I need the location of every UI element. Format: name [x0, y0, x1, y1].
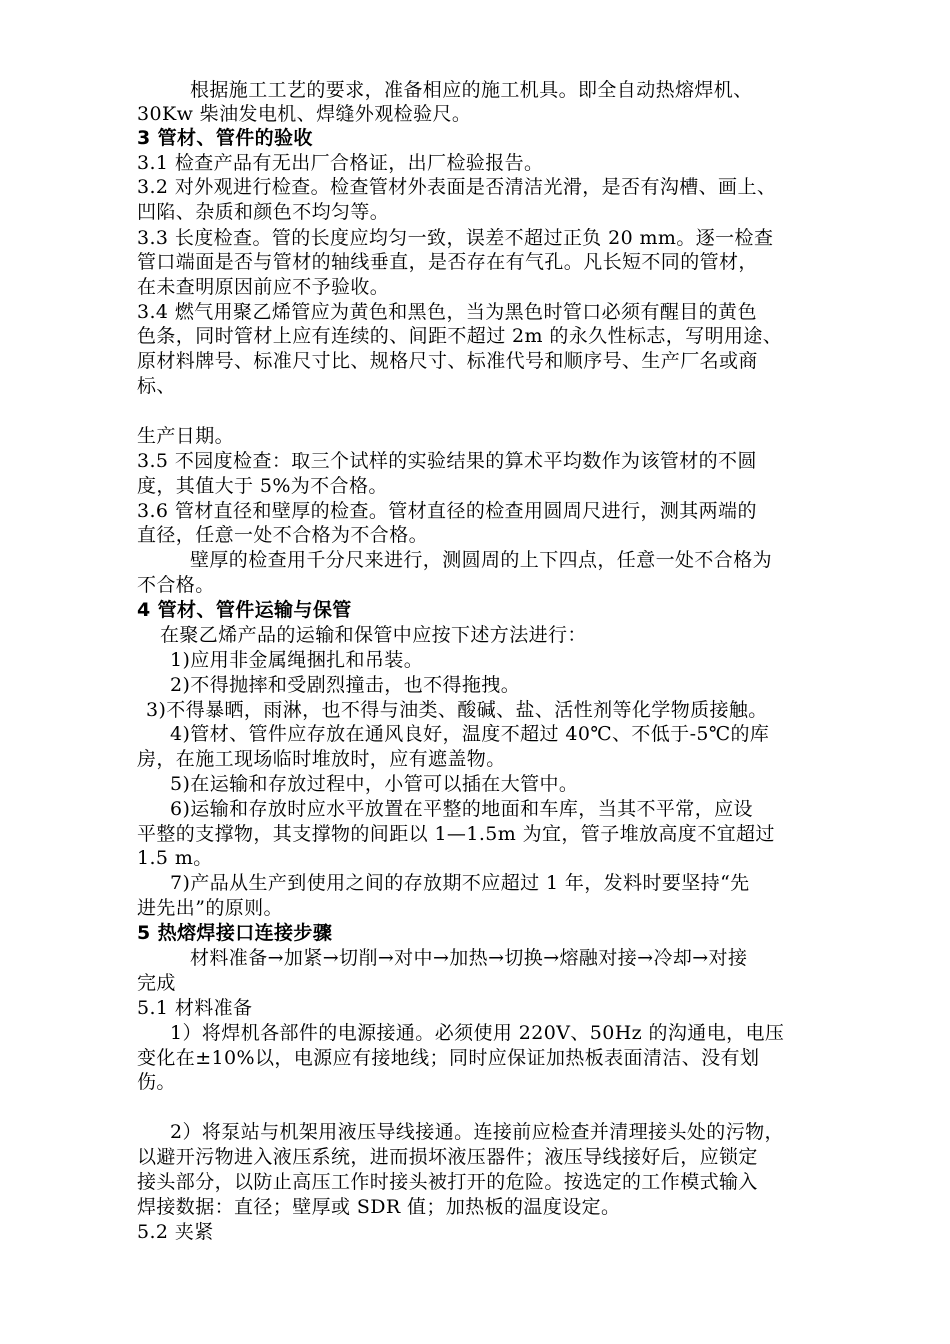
- paragraph-line: 管口端面是否与管材的轴线垂直，是否存在有气孔。凡长短不同的管材，: [137, 251, 758, 273]
- paragraph-line: 焊接数据：直径；壁厚或 SDR 值；加热板的温度设定。: [137, 1196, 621, 1218]
- paragraph-line: 不合格。: [137, 574, 215, 596]
- list-item: 5)在运输和存放过程中，小管可以插在大管中。: [170, 773, 579, 795]
- paragraph-line: 原材料牌号、标准尺寸比、规格尺寸、标准代号和顺序号、生产厂名或商: [137, 350, 758, 372]
- paragraph-line: 接头部分，以防止高压工作时接头被打开的危险。按选定的工作模式输入: [137, 1171, 758, 1193]
- paragraph-line: 在未查明原因前应不予验收。: [137, 276, 390, 298]
- list-item: 1）将焊机各部件的电源接通。必须使用 220V、50Hz 的沟通电，电压: [170, 1022, 785, 1044]
- paragraph-line: 色条，同时管材上应有连续的、间距不超过 2m 的永久性标志，写明用途、: [137, 325, 783, 347]
- paragraph-line: 根据施工工艺的要求，准备相应的施工机具。即全自动热熔焊机、: [190, 79, 753, 101]
- list-item: 1)应用非金属绳捆扎和吊装。: [170, 649, 424, 671]
- paragraph-line: 平整的支撑物，其支撑物的间距以 1—1.5m 为宜，管子堆放高度不宜超过: [137, 823, 775, 845]
- paragraph-line: 房，在施工现场临时堆放时，应有遮盖物。: [137, 748, 506, 770]
- paragraph-line: 壁厚的检查用千分尺来进行，测圆周的上下四点，任意一处不合格为: [190, 549, 773, 571]
- paragraph-line: 3.3 长度检查。管的长度应均匀一致，误差不超过正负 20 mm。逐一检查: [137, 227, 774, 249]
- paragraph-line: 3.2 对外观进行检查。检查管材外表面是否清洁光滑，是否有沟槽、画上、: [137, 176, 777, 198]
- paragraph-line: 完成: [137, 972, 176, 994]
- list-item: 3)不得暴晒，雨淋，也不得与油类、酸碱、盐、活性剂等化学物质接触。: [146, 699, 768, 721]
- paragraph-line: 以避开污物进入液压系统，进而损坏液压器件；液压导线接好后，应锁定: [137, 1146, 758, 1168]
- paragraph-line: 在聚乙烯产品的运输和保管中应按下述方法进行：: [160, 624, 587, 646]
- list-item: 7)产品从生产到使用之间的存放期不应超过 1 年，发料时要坚持“先: [170, 872, 750, 894]
- paragraph-line: 凹陷、杂质和颜色不均匀等。: [137, 201, 390, 223]
- paragraph-line: 30Kw 柴油发电机、焊缝外观检验尺。: [137, 103, 472, 125]
- paragraph-line: 3.1 检查产品有无出厂合格证，出厂检验报告。: [137, 152, 544, 174]
- paragraph-line: 3.5 不园度检查：取三个试样的实验结果的算术平均数作为该管材的不圆: [137, 450, 757, 472]
- paragraph-line: 3.4 燃气用聚乙烯管应为黄色和黑色，当为黑色时管口必须有醒目的黄色: [137, 301, 757, 323]
- paragraph-line: 度，其值大于 5%为不合格。: [137, 475, 388, 497]
- subsection-heading-5-1: 5.1 材料准备: [137, 997, 253, 1019]
- paragraph-line: 变化在±10%以，电源应有接地线；同时应保证加热板表面清洁、没有划: [137, 1047, 760, 1069]
- paragraph-line: 标、: [137, 375, 176, 397]
- section-heading-4: 4 管材、管件运输与保管: [137, 599, 352, 621]
- subsection-heading-5-2: 5.2 夹紧: [137, 1221, 214, 1243]
- paragraph-line: 3.6 管材直径和壁厚的检查。管材直径的检查用圆周尺进行，测其两端的: [137, 500, 757, 522]
- section-heading-5: 5 热熔焊接口连接步骤: [137, 922, 333, 944]
- list-item: 6)运输和存放时应水平放置在平整的地面和车库，当其不平常，应设: [170, 798, 753, 820]
- section-heading-3: 3 管材、管件的验收: [137, 127, 313, 149]
- process-flow-line: 材料准备→加紧→切削→对中→加热→切换→熔融对接→冷却→对接: [190, 947, 748, 969]
- paragraph-line: 1.5 m。: [137, 847, 213, 869]
- paragraph-line: 伤。: [137, 1071, 176, 1093]
- list-item: 2）将泵站与机架用液压导线接通。连接前应检查并清理接头处的污物，: [170, 1121, 784, 1143]
- list-item: 4)管材、管件应存放在通风良好，温度不超过 40℃、不低于-5℃的库: [170, 723, 770, 745]
- paragraph-line: 生产日期。: [137, 425, 235, 447]
- list-item: 2)不得抛摔和受剧烈撞击，也不得拖拽。: [170, 674, 521, 696]
- paragraph-line: 进先出”的原则。: [137, 897, 283, 919]
- paragraph-line: 直径，任意一处不合格为不合格。: [137, 524, 429, 546]
